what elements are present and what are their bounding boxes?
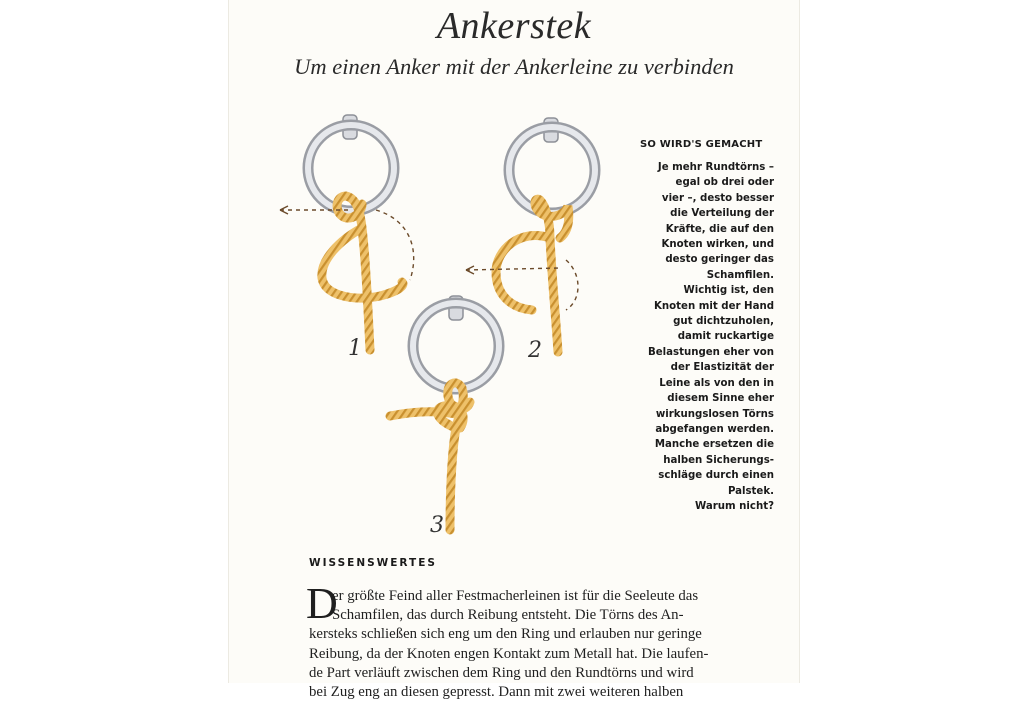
how-to-line: desto geringer das — [665, 254, 774, 266]
how-to-line: schläge durch einen — [658, 470, 774, 482]
how-to-line: Warum nicht? — [694, 500, 774, 512]
how-to-line: der Elastizität der — [670, 362, 774, 374]
facts-line: er größte Feind aller Festmacherleinen ist für die Seeleute das — [332, 588, 699, 604]
how-to-line: Belastungen eher von — [647, 346, 774, 358]
step-3-number: 3 — [430, 513, 444, 538]
step-2-figure — [466, 118, 595, 363]
how-to-line: Wichtig ist, den — [683, 285, 774, 297]
page-title: Ankerstek — [436, 5, 592, 47]
facts-line: kersteks schließen sich eng um den Ring und erlauben nur geringe — [309, 626, 702, 643]
how-to-heading: SO WIRD'S GEMACHT — [640, 139, 763, 150]
how-to-line: damit ruckartige — [677, 331, 774, 343]
step-1-figure — [280, 115, 414, 361]
how-to-line: Kräfte, die auf den — [665, 223, 774, 235]
how-to-line: egal ob drei oder — [675, 177, 774, 189]
facts-heading: WISSENSWERTES — [309, 557, 437, 569]
how-to-line: Knoten mit der Hand — [654, 300, 774, 312]
facts-line: bei Zug eng an diesen gepresst. Dann mit zwei weiteren halben — [309, 684, 684, 701]
how-to-text — [640, 160, 774, 514]
how-to-line: Schamfilen. — [706, 269, 774, 281]
how-to-line: Knoten wirken, und — [661, 239, 774, 251]
how-to-line: vier –, desto besser — [661, 192, 774, 204]
facts-body-text — [309, 587, 729, 702]
how-to-line: Je mehr Rundtörns – — [657, 162, 774, 173]
how-to-line: gut dichtzuholen, — [673, 316, 774, 328]
how-to-line: abgefangen werden. — [655, 423, 774, 435]
how-to-line: Manche ersetzen die — [654, 439, 774, 451]
page-subtitle: Um einen Anker mit der Ankerleine zu verbinden — [294, 54, 734, 79]
how-to-line: Leine als von den in — [659, 377, 774, 389]
how-to-line: halben Sicherungs- — [663, 454, 774, 466]
how-to-line: diesem Sinne eher — [667, 393, 774, 405]
facts-line: Schamfilen, das durch Reibung entsteht. Die Törns des An- — [332, 607, 684, 624]
facts-line: Reibung, da der Knoten engen Kontakt zum Metall hat. Die laufen- — [309, 645, 709, 662]
how-to-line: die Verteilung der — [670, 208, 774, 220]
step-2-number: 2 — [528, 338, 542, 363]
facts-line: de Part verläuft zwischen dem Ring und den Rundtörns und wird — [309, 664, 694, 681]
step-1-number: 1 — [348, 336, 362, 361]
knot-illustration — [270, 110, 620, 540]
how-to-line: wirkungslosen Törns — [655, 408, 774, 420]
how-to-line: Palstek. — [727, 485, 774, 497]
step-3-figure — [390, 296, 499, 538]
drop-cap: D — [306, 579, 338, 628]
